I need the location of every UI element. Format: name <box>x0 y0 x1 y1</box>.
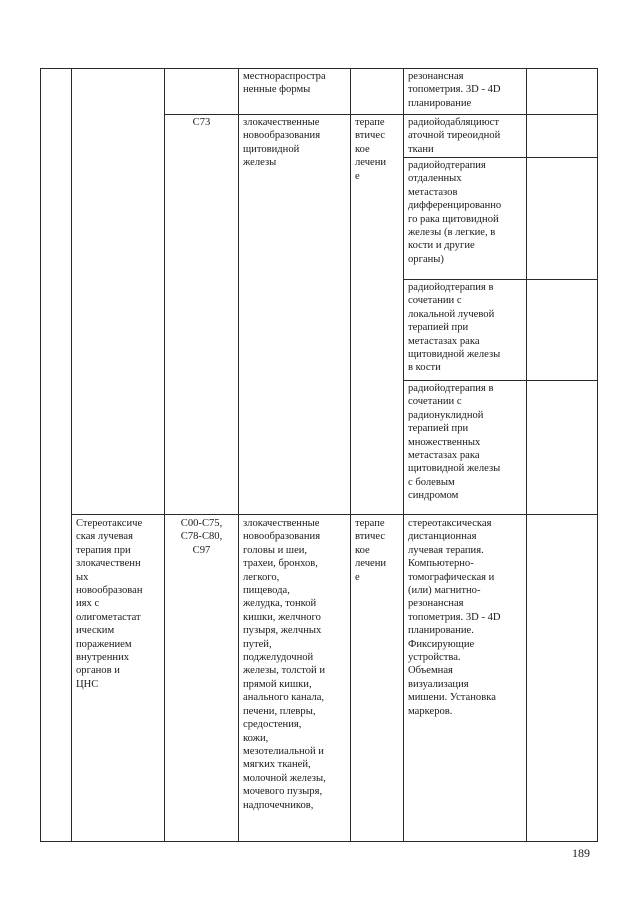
c73-description: злокачественные новообразования щитовидной железы <box>243 117 321 169</box>
c73-method-3: радиойодтерапия в сочетании с локальной лучевой терапией при метастазах рака щитовидной железы в кости <box>408 282 501 374</box>
table-bottom-border <box>40 841 598 842</box>
column-border-1 <box>40 68 41 842</box>
stereo-icd-codes: С00-С75, С78-С80, С97 <box>180 518 223 556</box>
row-separator-c73 <box>164 114 598 115</box>
continuation-description: местнораспростра ненные формы <box>243 71 326 96</box>
c73-treatment-type: терапе втичес кое лечени е <box>355 117 387 182</box>
c73-method-1: радиойодабляциюст атoчной тиреоидной ткани <box>408 117 501 155</box>
column-border-5 <box>350 68 351 842</box>
method-separator-3 <box>403 380 598 381</box>
c73-method-4: радиойодтерапия в сочетании с радионуклидной терапией при множественных метастазах рака щитовидной железы с болевым синдромом <box>408 383 501 502</box>
table-top-border <box>40 68 598 69</box>
c73-method-2: радиойодтерапия отдаленных метастазов дифференцированно го рака щитовидной железы (в легкие, в кости и другие органы) <box>408 160 502 265</box>
column-border-3 <box>164 68 165 842</box>
row-separator-stereo <box>71 514 598 515</box>
column-border-6 <box>403 68 404 842</box>
column-border-7 <box>526 68 527 842</box>
stereo-method: стереотаксическая дистанционная лучевая терапия. Компьютерно- томографическая и (или) магнитно- резонансная топометрия. 3D - 4D планирование. Фиксирующие устройства. Объемная визуализация мишени. Установка маркеров. <box>408 518 501 717</box>
column-border-8 <box>597 68 598 842</box>
column-border-4 <box>238 68 239 842</box>
continuation-method: резонансная топометрия. 3D - 4D планирование <box>408 71 501 109</box>
icd-code-c73: С73 <box>192 117 211 128</box>
stereo-treatment-type: терапе втичес кое лечени е <box>355 518 387 583</box>
method-separator-2 <box>403 279 598 280</box>
page-number: 189 <box>572 846 590 860</box>
method-separator-1 <box>403 157 598 158</box>
stereo-description: злокачественные новообразования головы и шеи, трахеи, бронхов, легкого, пищевода, желудка, тонкой кишки, желчного пузыря, желчных путей, поджелудочной железы, толстой и прямой кишки, анального канала, печени, плевры, средостения, кожи, мезотелиальной и мягких тканей, молочной железы, мочевого пузыря, надпочечников, <box>243 518 326 811</box>
column-border-2 <box>71 68 72 842</box>
stereo-procedure-name: Стереотаксиче ская лучевая терапия при злокачественн ых новообразован иях с олигометастат ическим поражением внутренних органов и ЦНС <box>76 518 143 690</box>
